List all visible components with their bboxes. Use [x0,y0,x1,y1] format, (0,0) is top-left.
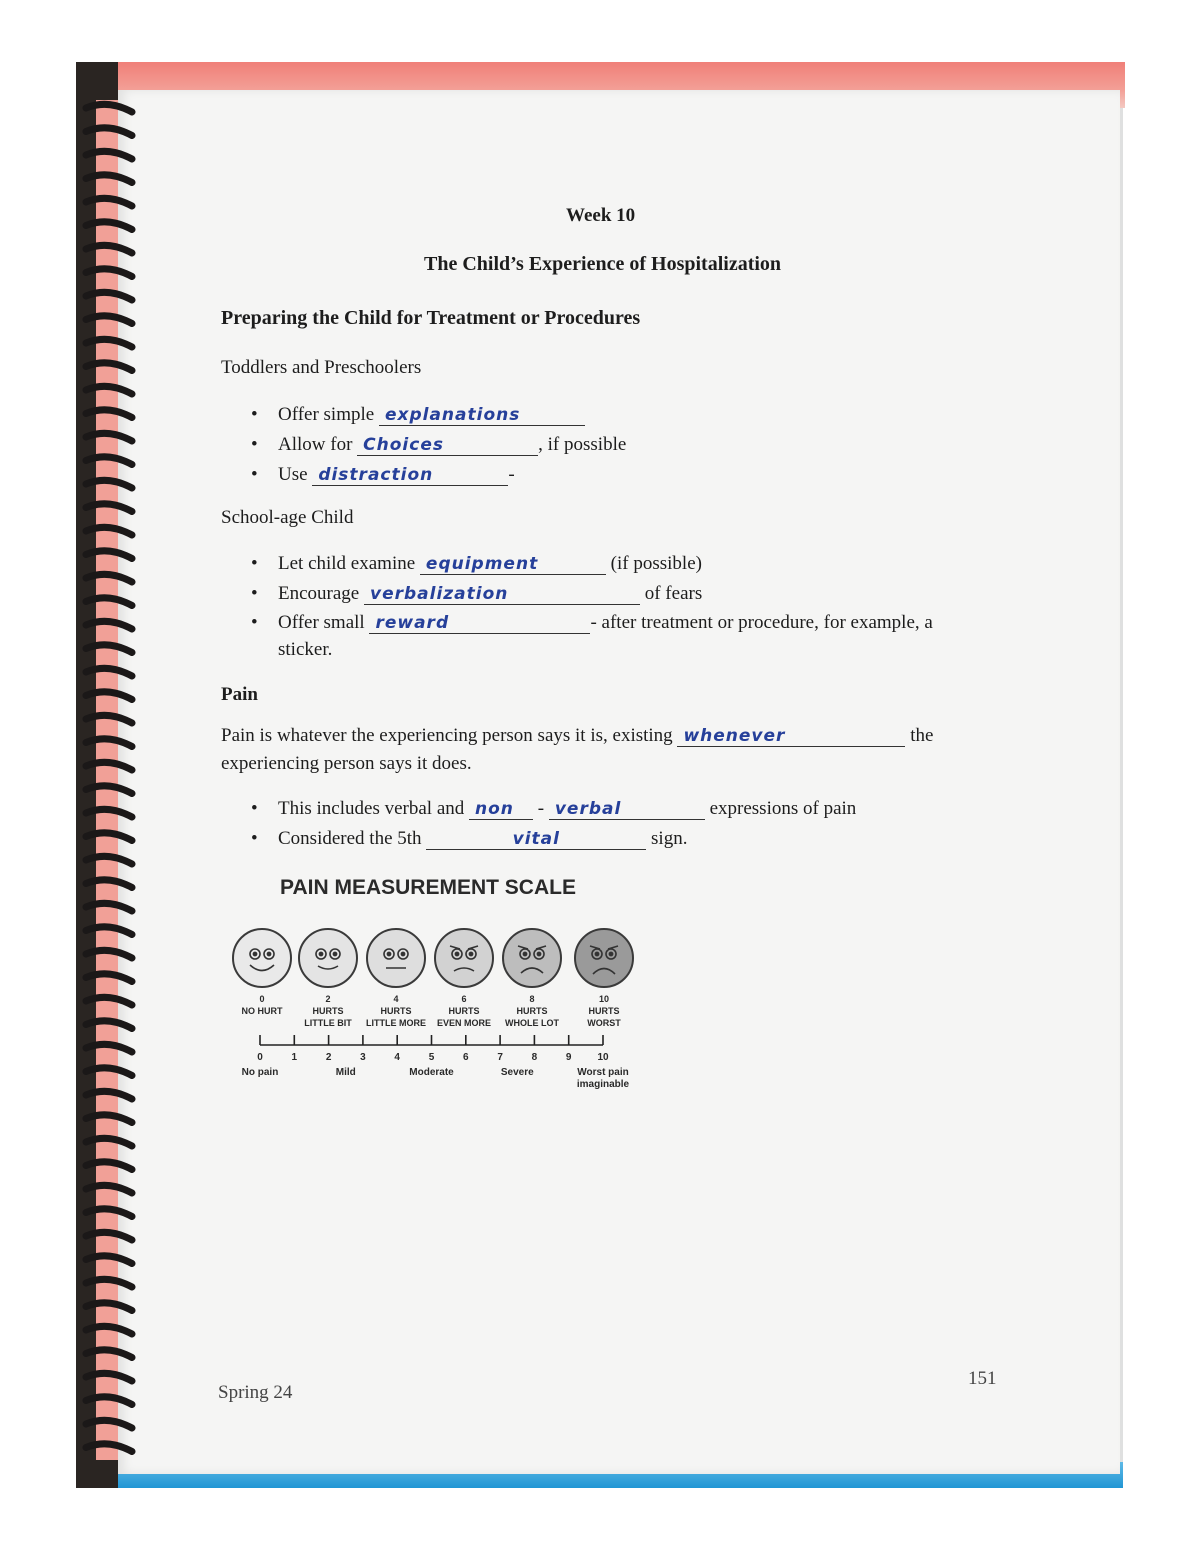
bullet-text: This includes verbal and [278,798,465,819]
pain-face-label-line: WORST [587,1018,621,1028]
handwritten-answer: whenever [683,726,786,746]
ruler-tick-label: 10 [597,1052,609,1063]
bullet-text: - [508,464,515,485]
pain-face-label-line: EVEN MORE [436,1018,491,1028]
pain-face-label-line: 4 [393,994,399,1004]
pain-category-label-line: Severe [500,1067,534,1078]
handwritten-answer: reward [375,613,450,633]
pain-face-label-line: HURTS [448,1006,480,1016]
footer-term: Spring 24 [218,1382,293,1403]
pain-category-label-line: imaginable [576,1079,630,1090]
pain-category-label [301,1067,391,1079]
ruler-tick-label: 1 [291,1052,298,1063]
bullet-text: - after treatment or procedure, for example, a [590,612,933,633]
handwritten-answer: distraction [318,465,434,485]
handwritten-answer: non [475,799,514,819]
pain-face-label-line: 2 [325,994,331,1004]
pain-scale-title: PAIN MEASUREMENT SCALE [280,876,576,899]
pain-category-label [472,1067,562,1079]
bullet-text: Offer small [278,612,365,633]
pain-face-label-line: 8 [529,994,535,1004]
page-number: 151 [968,1368,997,1389]
handwritten-answer: equipment [425,554,539,574]
handwritten-answer: explanations [384,405,521,425]
subheading-toddlers: Toddlers and Preschoolers [221,357,422,378]
pain-face-label-line: HURTS [588,1006,620,1016]
pain-face-label-line: 6 [461,994,467,1004]
bullet-text: Use [278,464,308,485]
handwritten-answer: verbal [554,799,622,819]
handwritten-answer: Choices [363,435,444,455]
bullet-text: Considered the 5th [278,828,422,849]
pain-category-label-line: Worst pain [577,1067,629,1078]
ruler-tick-label: 7 [497,1052,503,1063]
bullet-text: Encourage [278,583,360,604]
pain-category-label [215,1067,305,1079]
bullet-text: Let child examine [278,553,416,574]
ruler-tick-label: 8 [531,1052,538,1063]
page-title: The Child’s Experience of Hospitalization [424,253,782,275]
bullet-continuation: sticker. [278,639,333,660]
bullet-text: Offer simple [278,404,375,425]
ruler-tick-label: 3 [360,1052,366,1063]
section-heading-preparing: Preparing the Child for Treatment or Procedures [221,307,641,329]
section-heading-pain: Pain [221,684,258,705]
pain-category-label [558,1067,648,1091]
ruler-tick-label: 6 [463,1052,469,1063]
subheading-school-age: School-age Child [221,507,354,528]
handwritten-answer: vital [512,829,560,849]
bullet-text: sign. [651,828,688,849]
ruler-tick-label: 0 [257,1052,263,1063]
pain-category-label-line: No pain [241,1067,279,1078]
pain-definition-line2: experiencing person says it does. [221,753,472,774]
ruler-tick-label: 9 [565,1052,572,1063]
bullet-text: , if possible [538,434,627,455]
pain-face-label-line: WHOLE LOT [505,1018,559,1028]
pain-face-label-line: 10 [598,994,609,1004]
pain-face-label-line: HURTS [312,1006,344,1016]
bullet-text: of fears [644,583,703,604]
pain-face-label-line: LITTLE MORE [366,1018,426,1028]
bullet-text: Allow for [278,434,353,455]
bullet-text: expressions of pain [709,798,857,819]
pain-face-label-line: HURTS [516,1006,548,1016]
definition-text: Pain is whatever the experiencing person says it is, existing [221,725,673,746]
pain-face-label-line: HURTS [380,1006,412,1016]
pain-category-label-line: Moderate [409,1067,454,1078]
handwritten-answer: verbalization [369,584,509,604]
pain-face-label-line: 0 [259,994,265,1004]
ruler-tick-label: 5 [428,1052,435,1063]
pain-category-label-line: Mild [335,1067,356,1078]
definition-text: the [910,725,934,746]
pain-face-label-line: NO HURT [241,1006,283,1016]
bullet-text: - [537,798,545,819]
ruler-tick-label: 2 [325,1052,332,1063]
week-heading: Week 10 [566,205,636,226]
bullet-text: (if possible) [610,553,702,574]
ruler-tick-label: 4 [394,1052,400,1063]
pain-face-label-line: LITTLE BIT [304,1018,352,1028]
pain-category-label [387,1067,477,1079]
